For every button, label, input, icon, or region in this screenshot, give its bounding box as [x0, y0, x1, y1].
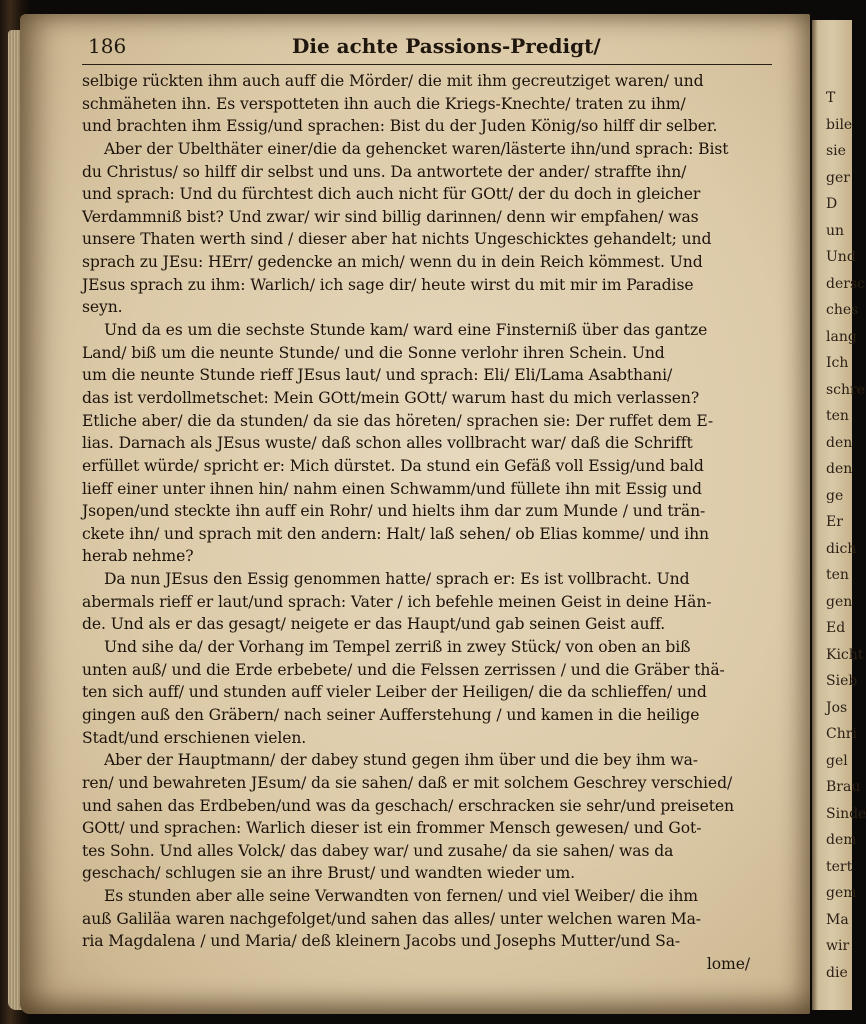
text-line: JEsus sprach zu ihm: Warlich/ ich sage dir/ heute wirst du mit mir im Paradise [82, 275, 694, 294]
text-line: unten auß/ und die Erde erbebete/ und die Felssen zerrissen / und die Gräber thä- [82, 660, 725, 679]
text-line: Aber der Ubelthäter einer/die da gehencket waren/lästerte ihn/und sprach: Bist [104, 139, 729, 158]
text-line: ria Magdalena / und Maria/ deß kleinern Jacobs und Josephs Mutter/und Sa- [82, 932, 681, 951]
text-line: ten sich auff/ und stunden auff vieler Leiber der Heiligen/ die da schlieffen/ und [82, 683, 707, 702]
next-page-fragment: ger [826, 169, 850, 186]
next-page-fragment: Jos [826, 699, 848, 716]
text-line: das ist verdollmetschet: Mein GOtt/mein GOtt/ warum hast du mich verlassen? [82, 388, 700, 407]
next-page-fragment: Kicht [826, 646, 864, 663]
text-line: gingen auß den Gräbern/ nach seiner Aufferstehung / und kamen in die heilige [82, 705, 700, 724]
text-line: Land/ biß um die neunte Stunde/ und die Sonne verlohr ihren Schein. Und [82, 343, 665, 362]
next-page-fragment: sie [826, 143, 846, 159]
text-line: Stadt/und erschienen vielen. [82, 728, 307, 747]
next-page-fragment: dem [826, 832, 857, 848]
next-page-fragment: ten [826, 408, 849, 424]
text-line: GOtt/ und sprachen: Warlich dieser ist ein frommer Mensch gewesen/ und Got- [82, 819, 702, 838]
next-page-fragment: dich [826, 540, 857, 557]
text-line: Da nun JEsus den Essig genommen hatte/ sprach er: Es ist vollbracht. Und [104, 570, 690, 589]
text-line: Und sihe da/ der Vorhang im Tempel zerriß in zwey Stück/ von oben an biß [104, 638, 691, 657]
text-line: de. Und als er das gesagt/ neigete er das Haupt/und gab seinen Geist auff. [82, 615, 666, 634]
next-page-fragment: Sinde [826, 805, 866, 822]
next-page-fragment: tert [826, 858, 853, 875]
text-line: seyn. [82, 298, 123, 317]
text-line: Und da es um die sechste Stunde kam/ ward eine Finsterniß über das gantze [104, 321, 708, 340]
next-page-fragment: den [826, 434, 853, 451]
next-page-fragment: bile [826, 116, 853, 133]
text-line: lias. Darnach als JEsus wuste/ daß schon alles vollbracht war/ daß die Schrifft [82, 434, 693, 453]
next-page-fragment: ge [826, 487, 844, 504]
text-line: herab nehme? [82, 547, 194, 566]
next-page-fragment: wir [826, 938, 850, 954]
next-page-fragment: un [826, 222, 845, 239]
text-line: du Christus/ so hilff dir selbst und uns. Da antwortete der ander/ straffte ihn/ [82, 162, 687, 181]
text-line: Aber der Hauptmann/ der dabey stund gegen ihm über und die bey ihm wa- [104, 751, 698, 770]
text-line: unsere Thaten werth sind / dieser aber hat nichts Ungeschicktes gehandelt; und [82, 230, 712, 249]
next-page-fragment: lang [826, 328, 857, 345]
next-page-fragment: gem [826, 885, 857, 901]
next-page-fragment: Ma [826, 911, 849, 928]
text-line: tes Sohn. Und alles Volck/ das dabey war/ und zusahe/ da sie sahen/ was da [82, 841, 674, 860]
text-line: erfüllet würde/ spricht er: Mich dürstet. Da stund ein Gefäß voll Essig/und bald [82, 456, 704, 475]
next-page-fragment: die [826, 964, 848, 981]
next-page-fragment: Er [826, 514, 843, 530]
body-text [82, 70, 772, 976]
page-header [82, 34, 772, 65]
text-line: selbige rückten ihm auch auff die Mörder/ die mit ihm gecreutziget waren/ und [82, 72, 704, 90]
text-line: schmäheten ihn. Es verspotteten ihn auch die Kriegs-Knechte/ traten zu ihm/ [82, 94, 686, 113]
text-line: um die neunte Stunde rieff JEsus laut/ und sprach: Eli/ Eli/Lama Asabthani/ [82, 366, 673, 385]
next-page-fragment: den [826, 461, 853, 477]
text-line: ckete ihn/ und sprach mit den andern: Halt/ laß sehen/ ob Elias komme/ und ihn [82, 524, 709, 543]
text-line: geschach/ schlugen sie an ihre Brust/ und wandten wieder um. [82, 864, 576, 883]
page-number: 186 [88, 34, 127, 58]
text-line: ren/ und bewahreten JEsum/ da sie sahen/ daß er mit solchem Geschrey verschied/ [82, 773, 733, 792]
next-page-fragment: gel [826, 752, 848, 769]
text-line: Etliche aber/ die da stunden/ da sie das höreten/ sprachen sie: Der ruffet dem E- [82, 411, 714, 430]
text-line: Es stunden aber alle seine Verwandten von fernen/ und viel Weiber/ die ihm [104, 887, 698, 906]
next-page-fragment: Und [826, 249, 856, 265]
running-title: Die achte Passions-Predigt/ [292, 34, 601, 58]
text-line: und sprach: Und du fürchtest dich auch nicht für GOtt/ der du doch in gleicher [82, 185, 701, 204]
text-line: auß Galiläa waren nachgefolget/und sahen das alles/ unter welchen waren Ma- [82, 909, 701, 928]
next-page-fragment: ches [826, 302, 859, 318]
next-page-fragment: gen [826, 593, 853, 610]
text-line: Verdammniß bist? Und zwar/ wir sind billig darinnen/ denn wir empfahen/ was [82, 207, 699, 226]
text-line: sprach zu JEsu: HErr/ gedencke an mich/ wenn du in dein Reich kömmest. Und [82, 253, 703, 272]
text-line: abermals rieff er laut/und sprach: Vater / ich befehle meinen Geist in deine Hän- [82, 592, 712, 611]
next-page-fragment: schre [826, 381, 866, 398]
text-line: und brachten ihm Essig/und sprachen: Bist du der Juden König/so hilff dir selber. [82, 117, 718, 136]
next-page-fragment: Chri [826, 726, 857, 742]
text-line: Jsopen/und steckte ihn auff ein Rohr/ und hielts ihm dar zum Munde / und trän- [82, 502, 706, 521]
text-line: lieff einer unter ihnen hin/ nahm einen Schwamm/und füllete ihn mit Essig und [82, 479, 702, 498]
next-page-fragment: ten [826, 567, 849, 583]
text-line: lome/ [706, 954, 750, 973]
next-page-fragment: Ed [826, 620, 846, 636]
next-page-fragment: D [826, 196, 838, 212]
next-page-edge [812, 20, 866, 1010]
text-line: und sahen das Erdbeben/und was da geschach/ erschracken sie sehr/und preiseten [82, 796, 734, 815]
next-page-fragment: T [826, 90, 836, 106]
next-page-fragment: dersc [826, 275, 865, 292]
next-page-fragment: Brau [826, 779, 861, 795]
next-page-fragment: Ich [826, 355, 849, 371]
next-page-fragment: Sieb [826, 673, 858, 689]
